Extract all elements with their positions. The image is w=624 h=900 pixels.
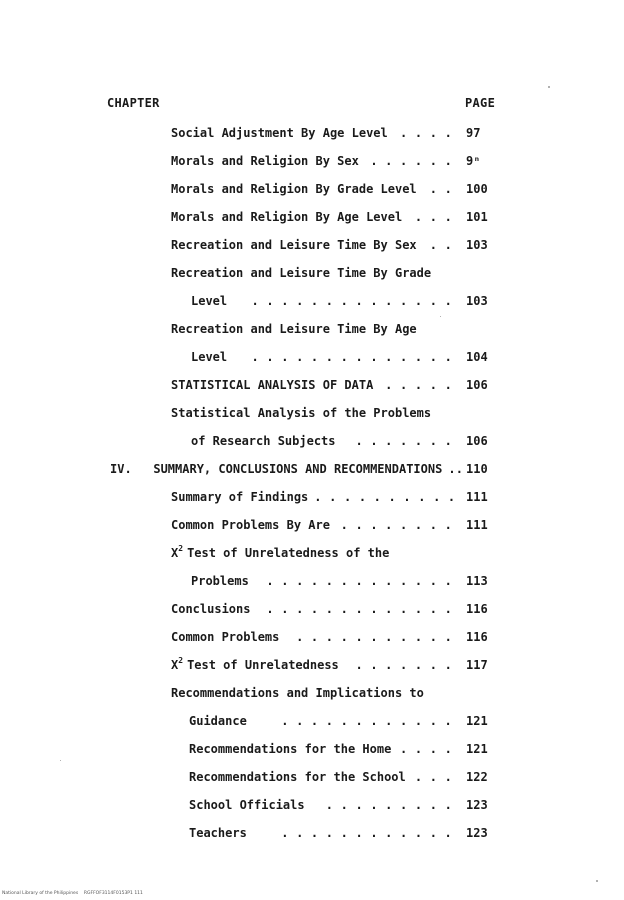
superscript-two: 2 xyxy=(178,656,184,665)
toc-page-number: 116 xyxy=(466,630,488,644)
toc-page-number: 113 xyxy=(466,574,488,588)
toc-entry-title: Morals and Religion By Age Level xyxy=(171,210,403,224)
toc-entry-title: STATISTICAL ANALYSIS OF DATA xyxy=(171,378,374,392)
toc-page-number: 104 xyxy=(466,350,488,364)
toc-entry-title: Social Adjustment By Age Level xyxy=(171,126,388,140)
superscript-two: 2 xyxy=(178,544,184,553)
toc-dot-leaders: . . . . . . . . . . xyxy=(314,490,456,504)
toc-entry-title: Guidance xyxy=(189,714,247,728)
scan-speck xyxy=(548,86,550,88)
toc-entry-title: Teachers xyxy=(189,826,247,840)
toc-page-number: 117 xyxy=(466,658,488,672)
toc-page-number: 123 xyxy=(466,798,488,812)
toc-entry-title: Morals and Religion By Grade Level xyxy=(171,182,417,196)
toc-entry xyxy=(0,516,624,534)
page-column-header: PAGE xyxy=(465,96,496,110)
toc-dot-leaders: . . . . . . . . . xyxy=(325,798,452,812)
toc-entry-title: Morals and Religion By Sex xyxy=(171,154,359,168)
toc-dot-leaders: . . xyxy=(429,238,452,252)
toc-page-number: 9ⁿ xyxy=(466,154,481,168)
toc-entry-title: Summary of Findings xyxy=(171,490,309,504)
toc-entry xyxy=(0,376,624,394)
toc-dot-leaders: . . . . . xyxy=(385,378,452,392)
toc-page-number: 121 xyxy=(466,742,488,756)
toc-entry xyxy=(0,796,624,814)
toc-dot-leaders: . . . . . . . . . . . . . . xyxy=(251,294,452,308)
toc-entry xyxy=(0,712,624,730)
toc-entry-title: Recreation and Leisure Time By Grade xyxy=(171,266,432,280)
toc-entry xyxy=(0,684,624,702)
toc-entry-title: Recommendations for the Home xyxy=(189,742,392,756)
toc-entry xyxy=(0,544,624,562)
toc-page-number: 111 xyxy=(466,490,488,504)
toc-entry-title: Recreation and Leisure Time By Age xyxy=(171,322,417,336)
toc-dot-leaders: . . . . . . . . . . . xyxy=(296,630,452,644)
toc-entry xyxy=(0,152,624,170)
scan-speck xyxy=(440,316,441,317)
toc-page-number: 97 xyxy=(466,126,481,140)
chapter-column-header: CHAPTER xyxy=(107,96,160,110)
toc-entry xyxy=(0,824,624,842)
toc-entry xyxy=(0,768,624,786)
toc-entry xyxy=(0,208,624,226)
toc-entry xyxy=(0,600,624,618)
toc-entry xyxy=(0,348,624,366)
toc-entry-title: Recommendations and Implications to xyxy=(171,686,424,700)
toc-entry xyxy=(0,124,624,142)
toc-page-number: 110 xyxy=(466,462,488,476)
toc-dot-leaders: . . xyxy=(429,182,452,196)
toc-entry-title: of Research Subjects xyxy=(191,434,336,448)
toc-page-number: 123 xyxy=(466,826,488,840)
toc-entry xyxy=(0,488,624,506)
toc-entry-title: Common Problems xyxy=(171,630,280,644)
toc-dot-leaders: . . . . . . xyxy=(370,154,452,168)
toc-entry xyxy=(0,292,624,310)
scan-speck xyxy=(60,760,61,761)
toc-entry-title: $X^2$ Test of Unrelatedness xyxy=(171,656,339,672)
toc-entry-title: School Officials xyxy=(189,798,305,812)
toc-entry-title: Level xyxy=(191,294,228,308)
toc-entry xyxy=(0,180,624,198)
toc-page-number: 103 xyxy=(466,238,488,252)
toc-dot-leaders: . . . . xyxy=(400,742,452,756)
toc-dot-leaders: . . . . . . . . . . . . xyxy=(281,826,452,840)
toc-entry xyxy=(0,236,624,254)
toc-dot-leaders: .. xyxy=(448,462,464,476)
toc-entry xyxy=(0,320,624,338)
toc-page-number: 106 xyxy=(466,378,488,392)
toc-entry xyxy=(0,460,624,478)
toc-entry-title: $X^2$ Test of Unrelatedness of the xyxy=(171,544,390,560)
toc-entry-title: IV. SUMMARY, CONCLUSIONS AND RECOMMENDATIONS xyxy=(110,462,443,476)
toc-dot-leaders: . . . . . . . . . . . . . . xyxy=(251,350,452,364)
toc-dot-leaders: . . . xyxy=(414,210,452,224)
toc-page-number: 116 xyxy=(466,602,488,616)
toc-dot-leaders: . . . . . . . xyxy=(355,434,452,448)
toc-entry-title: Common Problems By Are xyxy=(171,518,330,532)
toc-entry-title: Problems xyxy=(191,574,249,588)
toc-entry xyxy=(0,432,624,450)
library-footer-stamp: National Library of the Philippines RGFFOF3114F0153P1 111 xyxy=(2,891,143,896)
toc-dot-leaders: . . . . . . . . . . . . xyxy=(281,714,452,728)
toc-dot-leaders: . . . . xyxy=(400,126,452,140)
scan-speck xyxy=(596,880,598,882)
toc-entry xyxy=(0,656,624,674)
toc-page-number: 111 xyxy=(466,518,488,532)
toc-page-number: 106 xyxy=(466,434,488,448)
toc-page-number: 121 xyxy=(466,714,488,728)
toc-dot-leaders: . . . . . . . . . . . . . xyxy=(266,602,452,616)
toc-entry-title: Recreation and Leisure Time By Sex xyxy=(171,238,417,252)
toc-dot-leaders: . . . . . . . . xyxy=(340,518,452,532)
toc-entry xyxy=(0,404,624,422)
toc-entry xyxy=(0,628,624,646)
toc-entry xyxy=(0,740,624,758)
toc-page-number: 101 xyxy=(466,210,488,224)
toc-page-number: 103 xyxy=(466,294,488,308)
toc-entry-title: Recommendations for the School xyxy=(189,770,406,784)
toc-dot-leaders: . . . xyxy=(414,770,452,784)
toc-dot-leaders: . . . . . . . . . . . . . xyxy=(266,574,452,588)
toc-entry-title: Statistical Analysis of the Problems xyxy=(171,406,432,420)
toc-page-number: 122 xyxy=(466,770,488,784)
toc-entry-title: Conclusions xyxy=(171,602,251,616)
toc-entry-title: Level xyxy=(191,350,228,364)
toc-dot-leaders: . . . . . . . xyxy=(355,658,452,672)
toc-entry xyxy=(0,264,624,282)
toc-page-number: 100 xyxy=(466,182,488,196)
toc-entry xyxy=(0,572,624,590)
